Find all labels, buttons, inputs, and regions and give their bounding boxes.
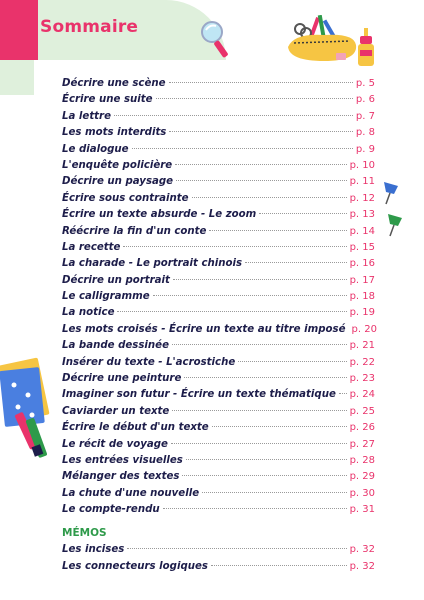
- toc-entry-label: Mélanger des textes: [62, 471, 180, 483]
- toc-entry[interactable]: [62, 357, 375, 373]
- toc-entry-label: Les mots interdits: [62, 127, 167, 139]
- toc-entry-page: p. 16: [349, 258, 375, 270]
- toc-entry[interactable]: [62, 275, 375, 291]
- memo-entry-label: Les connecteurs logiques: [62, 561, 208, 572]
- toc-entry-label: Imaginer son futur - Écrire un texte thématique: [62, 389, 336, 401]
- leader-dots: [202, 492, 346, 493]
- toc-entry-label: Décrire une scène: [62, 78, 166, 89]
- toc-entry-label: L'enquête policière: [62, 159, 173, 171]
- toc-entry-page: p. 13: [349, 209, 375, 221]
- toc-entry-page: p. 6: [355, 94, 375, 106]
- toc-entry-label: Écrire une suite: [62, 94, 153, 106]
- toc-entry-label: Le calligramme: [62, 291, 150, 303]
- leader-dots: [238, 361, 346, 362]
- toc-entry-page: p. 24: [349, 389, 375, 401]
- toc-entry[interactable]: [62, 406, 375, 422]
- toc-entry-label: La lettre: [62, 110, 111, 122]
- toc-entry[interactable]: [62, 389, 375, 405]
- toc-entry-page: p. 21: [349, 340, 375, 352]
- toc-entry-page: p. 18: [349, 291, 375, 303]
- leader-dots: [186, 459, 347, 460]
- toc-entry[interactable]: [62, 176, 375, 192]
- leader-dots: [171, 443, 347, 444]
- magnifier-icon: [198, 18, 232, 62]
- toc-entry-label: Décrire un portrait: [62, 274, 170, 286]
- toc-entry[interactable]: [62, 439, 375, 455]
- toc-entry-page: p. 20: [351, 323, 377, 335]
- toc-entry-label: Les entrées visuelles: [62, 454, 183, 466]
- leader-dots: [117, 311, 346, 312]
- leader-dots: [127, 548, 346, 549]
- leader-dots: [163, 508, 347, 509]
- toc-entry[interactable]: [62, 209, 375, 225]
- markers-icon: [8, 410, 56, 466]
- toc-entry[interactable]: [62, 422, 375, 438]
- toc-entry-label: Le récit de voyage: [62, 438, 168, 450]
- toc-entry[interactable]: [62, 504, 375, 520]
- toc-entry[interactable]: [62, 340, 375, 356]
- toc-entry[interactable]: [62, 78, 375, 94]
- memos-heading: MÉMOS: [62, 527, 107, 539]
- toc-entry-label: Le compte-rendu: [62, 504, 160, 516]
- memos-list: [62, 544, 375, 578]
- toc-entry-page: p. 31: [349, 504, 375, 516]
- toc-entry-page: p. 30: [349, 487, 375, 499]
- toc-entry[interactable]: [62, 111, 375, 127]
- toc-entry-page: p. 29: [349, 471, 375, 483]
- toc-entry-page: p. 12: [349, 192, 375, 204]
- toc-entry-label: La notice: [62, 307, 115, 319]
- leader-dots: [209, 230, 346, 231]
- leader-dots: [169, 82, 353, 83]
- toc-entry-label: Écrire le début d'un texte: [62, 422, 209, 434]
- table-of-contents: [62, 78, 375, 521]
- toc-entry-label: Écrire un texte absurde - Le zoom: [62, 209, 257, 221]
- toc-entry[interactable]: [62, 455, 375, 471]
- toc-entry-page: p. 9: [355, 143, 375, 155]
- leader-dots: [123, 246, 346, 247]
- toc-entry-page: p. 17: [349, 274, 375, 286]
- toc-entry-label: Écrire sous contrainte: [62, 192, 189, 204]
- leader-dots: [173, 279, 347, 280]
- toc-entry-label: La bande dessinée: [62, 340, 169, 352]
- toc-entry-page: p. 11: [349, 176, 375, 188]
- toc-entry-label: Les mots croisés - Écrire un texte au titre imposé: [62, 323, 346, 335]
- toc-entry-page: p. 27: [349, 438, 375, 450]
- toc-entry-page: p. 19: [349, 307, 375, 319]
- toc-entry-page: p. 10: [349, 159, 375, 171]
- title-tab: [0, 0, 38, 60]
- leader-dots: [156, 98, 353, 99]
- toc-entry-label: La recette: [62, 241, 121, 253]
- toc-entry-page: p. 5: [355, 78, 375, 89]
- toc-entry[interactable]: [62, 324, 375, 340]
- toc-entry[interactable]: [62, 291, 375, 307]
- toc-entry-label: Réécrire la fin d'un conte: [62, 225, 207, 237]
- leader-dots: [169, 131, 353, 132]
- memo-entry-page: p. 32: [349, 544, 375, 555]
- leader-dots: [245, 262, 347, 263]
- page-title: Sommaire: [40, 17, 139, 37]
- toc-entry[interactable]: [62, 160, 375, 176]
- leader-dots: [132, 148, 353, 149]
- toc-entry-page: p. 22: [349, 356, 375, 368]
- toc-entry[interactable]: [62, 127, 375, 143]
- leader-dots: [212, 426, 347, 427]
- toc-entry[interactable]: [62, 144, 375, 160]
- leader-dots: [153, 295, 347, 296]
- leader-dots: [339, 393, 347, 394]
- leader-dots: [176, 180, 346, 181]
- toc-entry-page: p. 7: [355, 110, 375, 122]
- toc-entry-page: p. 25: [349, 405, 375, 417]
- toc-entry[interactable]: [62, 193, 375, 209]
- pushpin-icon: [376, 180, 412, 238]
- toc-entry-page: p. 28: [349, 454, 375, 466]
- toc-entry-label: La chute d'une nouvelle: [62, 487, 200, 499]
- memo-entry-page: p. 32: [349, 561, 375, 572]
- toc-entry[interactable]: [62, 488, 375, 504]
- leader-dots: [211, 565, 347, 566]
- toc-entry-label: Le dialogue: [62, 143, 129, 155]
- toc-entry[interactable]: [62, 373, 375, 389]
- toc-entry[interactable]: [62, 307, 375, 323]
- leader-dots: [192, 197, 347, 198]
- toc-entry-page: p. 15: [349, 241, 375, 253]
- leader-dots: [184, 377, 346, 378]
- memo-entry-label: Les incises: [62, 544, 125, 555]
- toc-entry-page: p. 23: [349, 373, 375, 385]
- toc-entry-label: Décrire un paysage: [62, 176, 174, 188]
- toc-entry[interactable]: [62, 94, 375, 110]
- leader-dots: [172, 344, 347, 345]
- toc-entry[interactable]: [62, 226, 375, 242]
- toc-entry-page: p. 14: [349, 225, 375, 237]
- leader-dots: [172, 410, 346, 411]
- memo-entry[interactable]: [62, 561, 375, 578]
- toc-entry-page: p. 26: [349, 422, 375, 434]
- leader-dots: [182, 475, 346, 476]
- toc-entry-label: Caviarder un texte: [62, 405, 170, 417]
- leader-dots: [175, 164, 346, 165]
- toc-entry[interactable]: [62, 471, 375, 487]
- toc-entry-page: p. 8: [355, 127, 375, 139]
- toc-entry-label: La charade - Le portrait chinois: [62, 258, 243, 270]
- glue-icon: [354, 28, 378, 68]
- toc-entry[interactable]: [62, 242, 375, 258]
- toc-entry[interactable]: [62, 258, 375, 274]
- toc-entry-label: Décrire une peinture: [62, 373, 182, 385]
- leader-dots: [114, 115, 353, 116]
- toc-entry-label: Insérer du texte - L'acrostiche: [62, 356, 236, 368]
- memo-entry[interactable]: [62, 544, 375, 561]
- leader-dots: [259, 213, 346, 214]
